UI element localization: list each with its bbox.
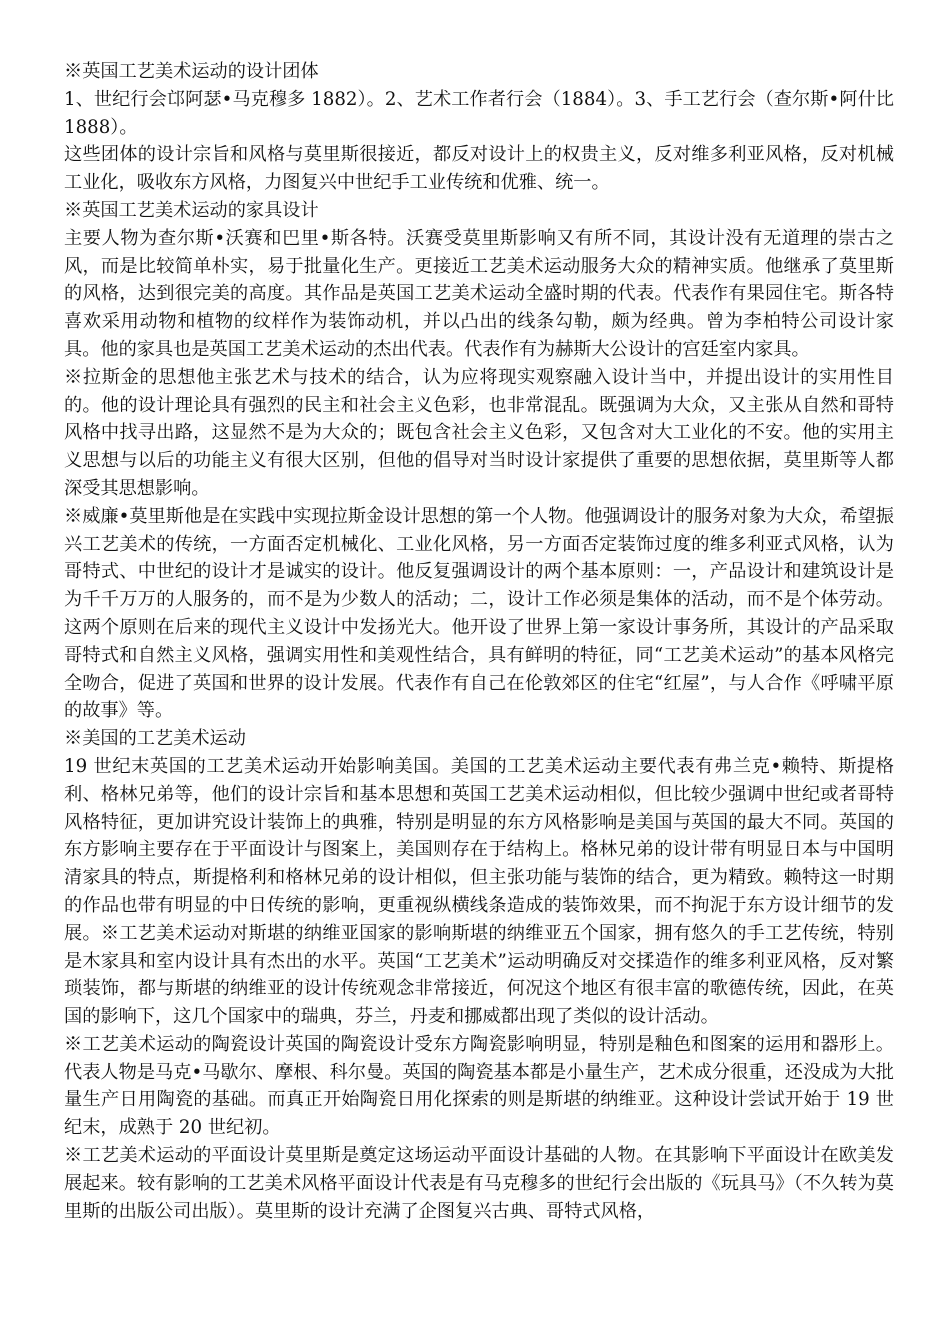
document-body xyxy=(64,58,894,1225)
paragraph-groups-aims: 这些团体的设计宗旨和风格与莫里斯很接近，都反对设计上的权贵主义，反对维多利亚风格，反对机械工业化，吸收东方风格，力图复兴中世纪手工业传统和优雅、统一。 xyxy=(64,144,894,194)
heading-furniture-design: ※英国工艺美术运动的家具设计 xyxy=(64,199,319,221)
heading-american-movement: ※美国的工艺美术运动 xyxy=(64,728,246,750)
heading-design-groups: ※英国工艺美术运动的设计团体 xyxy=(64,61,319,82)
paragraph-guild-list: 1、世纪行会邙阿瑟•马克穆多 1882）。2、艺术工作者行会（1884）。3、手工艺行会（查尔斯•阿什比 1888）。 xyxy=(64,88,894,138)
paragraph-ruskin: ※拉斯金的思想他主张艺术与技术的结合，认为应将现实观察融入设计当中，并提出设计的实用性目的。他的设计理论具有强烈的民主和社会主义色彩，也非常混乱。既强调为大众，又主张从自然和哥特风格中找寻出路，这显然不是为大众的；既包含社会主义色彩，又包含对大工业化的不安。他的实用主义思想与以后的功能主义有很大区别，但他的倡导对当时设计家提供了重要的思想依据，莫里斯等人都深受其思想影响。 xyxy=(64,366,894,499)
paragraph-furniture: 主要人物为查尔斯•沃赛和巴里•斯各特。沃赛受莫里斯影响又有所不同，其设计没有无道理的崇古之风，而是比较简单朴实，易于批量化生产。更接近工艺美术运动服务大众的精神实质。他继承了莫里斯的风格，达到很完美的高度。其作品是英国工艺美术运动全盛时期的代表。代表作有果园住宅。斯各特喜欢采用动物和植物的纹样作为装饰动机，并以凸出的线条勾勒，颇为经典。曾为李柏特公司设计家具。他的家具也是英国工艺美术运动的杰出代表。代表作有为赫斯大公设计的宫廷室内家具。 xyxy=(64,227,894,360)
paragraph-ceramics: ※工艺美术运动的陶瓷设计英国的陶瓷设计受东方陶瓷影响明显，特别是釉色和图案的运用和器形上。代表人物是马克•马歇尔、摩根、科尔曼。英国的陶瓷基本都是小量生产，艺术成分很重，还没成为大批量生产日用陶瓷的基础。而真正开始陶瓷日用化探索的则是斯堪的纳维亚。这种设计尝试开始于 19 世纪末，成熟于 20 世纪初。 xyxy=(64,1033,894,1139)
paragraph-morris: ※威廉•莫里斯他是在实践中实现拉斯金设计思想的第一个人物。他强调设计的服务对象为大众，希望振兴工艺美术的传统，一方面否定机械化、工业化风格，另一方面否定装饰过度的维多利亚式风格，认为哥特式、中世纪的设计才是诚实的设计。他反复强调设计的两个基本原则：一，产品设计和建筑设计是为千千万万的人服务的，而不是为少数人的活动；二，设计工作必须是集体的活动，而不是个体劳动。这两个原则在后来的现代主义设计中发扬光大。他开设了世界上第一家设计事务所，其设计的产品采取哥特式和自然主义风格，强调实用性和美观性结合，具有鲜明的特征，同“工艺美术运动”的基本风格完全吻合，促进了英国和世界的设计发展。代表作有自己在伦敦郊区的住宅“红屋”，与人合作《呼啸平原的故事》等。 xyxy=(64,505,894,722)
paragraph-graphic-design: ※工艺美术运动的平面设计莫里斯是奠定这场运动平面设计基础的人物。在其影响下平面设计在欧美发展起来。较有影响的工艺美术风格平面设计代表是有马克穆多的世纪行会出版的《玩具马》（不久转为莫里斯的出版公司出版）。莫里斯的设计充满了企图复兴古典、哥特式风格， xyxy=(64,1145,894,1222)
paragraph-american-movement: 19 世纪末英国的工艺美术运动开始影响美国。美国的工艺美术运动主要代表有弗兰克•赖特、斯提格利、格林兄弟等，他们的设计宗旨和基本思想和英国工艺美术运动相似，但比较少强调中世纪或者哥特风格特征，更加讲究设计装饰上的典雅，特别是明显的东方风格影响是美国与英国的最大不同。英国的东方影响主要存在于平面设计与图案上，美国则存在于结构上。格林兄弟的设计带有明显日本与中国明清家具的特点，斯提格利和格林兄弟的设计相似，但主张功能与装饰的结合，更为精致。赖特这一时期的作品也带有明显的中日传统的影响，更重视纵横线条造成的装饰效果，而不拘泥于东方设计细节的发展。※工艺美术运动对斯堪的纳维亚国家的影响斯堪的纳维亚五个国家，拥有悠久的手工艺传统，特别是木家具和室内设计具有杰出的水平。英国“工艺美术”运动明确反对交揉造作的维多利亚风格，反对繁琐装饰，都与斯堪的纳维亚的设计传统观念非常接近，何况这个地区有很丰富的歌德传统，因此，在英国的影响下，这几个国家中的瑞典，芬兰，丹麦和挪威都出现了类似的设计活动。 xyxy=(64,755,894,1028)
